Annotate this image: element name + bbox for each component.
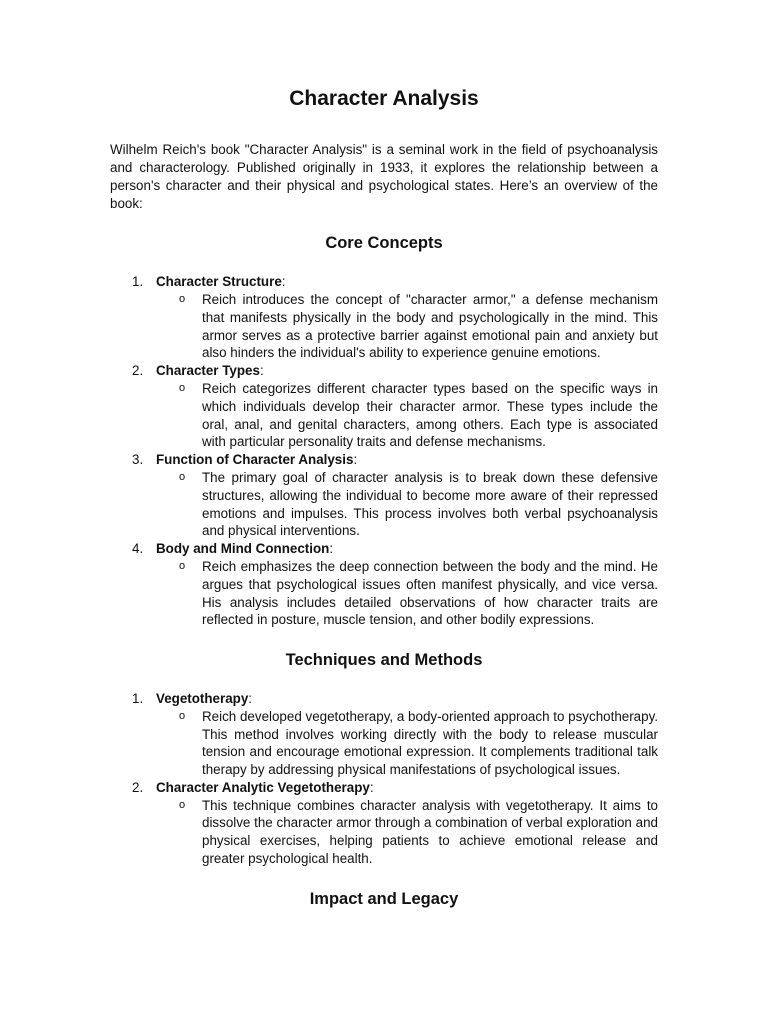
item-title: Vegetotherapy xyxy=(156,690,249,706)
hollow-bullet-icon: o xyxy=(179,470,186,483)
sub-item xyxy=(156,797,658,868)
sub-item-text: Reich introduces the concept of "character armor," a defense mechanism that manifests physically in the body and psychologically in the mind. This armor serves as a protective barrier against emotional pain and anxiety but also hinders the individual's ability to experience genuine emotions. xyxy=(202,291,658,361)
hollow-bullet-icon: o xyxy=(179,798,186,811)
item-number: 2. xyxy=(132,779,144,795)
list-item xyxy=(110,779,658,868)
item-title: Function of Character Analysis xyxy=(156,452,354,468)
item-title: Character Analytic Vegetotherapy xyxy=(156,779,370,795)
list-item xyxy=(110,362,658,451)
sub-item-text: Reich categorizes different character types based on the specific ways in which individuals develop their character armor. These types include the oral, anal, and genital characters, among others. Each type is associated with particular personality traits and defense mechanisms. xyxy=(202,380,658,450)
item-number: 4. xyxy=(132,541,144,557)
list-item xyxy=(110,273,658,362)
section-heading-impact-and-legacy: Impact and Legacy xyxy=(309,889,459,908)
sub-item-text: The primary goal of character analysis is to break down these defensive structures, allowing the individual to become more aware of their repressed emotions and impulses. This process involves both verbal psychoanalysis and physical interventions. xyxy=(202,469,658,539)
item-colon: : xyxy=(353,452,358,468)
sub-item-text: Reich emphasizes the deep connection between the body and the mind. He argues that psychological issues often manifest physically, and vice versa. His analysis includes detailed observations of how character traits are reflected in posture, muscle tension, and other bodily expressions. xyxy=(202,558,658,628)
hollow-bullet-icon: o xyxy=(179,559,186,572)
item-number: 3. xyxy=(132,452,144,468)
section-heading-core-concepts: Core Concepts xyxy=(325,234,443,253)
hollow-bullet-icon: o xyxy=(179,292,186,305)
hollow-bullet-icon: o xyxy=(179,709,186,722)
item-colon: : xyxy=(329,541,334,557)
item-colon: : xyxy=(281,274,286,290)
intro-paragraph: Wilhelm Reich's book "Character Analysis" is a seminal work in the field of psychoanalysis and characterology. Published originally in 1933, it explores the relationship between a person's character and their physical and psychological states. Here’s an overview of the book: xyxy=(110,142,658,211)
sub-item xyxy=(156,708,658,779)
page-title: Character Analysis xyxy=(289,87,479,110)
section-heading-techniques-and-methods: Techniques and Methods xyxy=(285,651,483,670)
sub-item xyxy=(156,469,658,540)
sub-item-text: This technique combines character analysis with vegetotherapy. It aims to dissolve the character armor through a combination of verbal exploration and physical exercises, helping patients to achieve emotional release and greater psychological health. xyxy=(202,797,658,867)
item-title: Body and Mind Connection xyxy=(156,541,330,557)
list-item xyxy=(110,690,658,779)
hollow-bullet-icon: o xyxy=(179,381,186,394)
item-number: 2. xyxy=(132,363,144,379)
item-colon: : xyxy=(369,779,374,795)
item-colon: : xyxy=(259,363,264,379)
sub-item xyxy=(156,558,658,629)
techniques-list xyxy=(110,690,658,868)
item-number: 1. xyxy=(132,690,144,706)
item-colon: : xyxy=(248,690,253,706)
list-item xyxy=(110,540,658,629)
sub-item-text: Reich developed vegetotherapy, a body-oriented approach to psychotherapy. This method involves working directly with the body to release muscular tension and encourage emotional expression. It complements traditional talk therapy by addressing physical manifestations of psychological issues. xyxy=(202,708,658,778)
item-title: Character Structure xyxy=(156,274,282,290)
core-concepts-list xyxy=(110,273,658,629)
item-number: 1. xyxy=(132,274,144,290)
sub-item xyxy=(156,291,658,362)
list-item xyxy=(110,451,658,540)
item-title: Character Types xyxy=(156,363,260,379)
sub-item xyxy=(156,380,658,451)
